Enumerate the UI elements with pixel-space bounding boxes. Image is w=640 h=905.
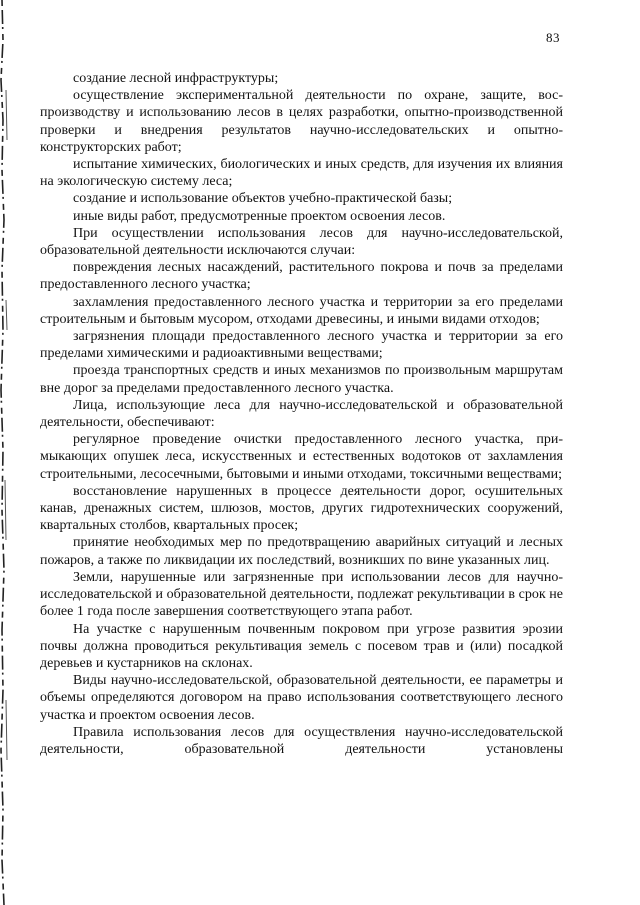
paragraph: создание и использование объектов учебно-практической базы; <box>73 191 453 207</box>
paragraph: На участке с нарушенным почвенным покровом при угрозе развития эрозии почвы должна проводиться рекультивация земель с посевом трав и (или) посадкой деревьев и кустарников на склонах. <box>40 621 563 671</box>
paragraph: иные виды работ, предусмотренные проектом освоения лесов. <box>73 208 446 224</box>
scan-edge-shadow <box>0 0 10 905</box>
paragraph: принятие необходимых мер по предотвращению аварийных ситуаций и лесных пожаров, а также по ликвидации их последствий, возникших по вине указанных лиц. <box>40 535 563 568</box>
paragraph: Земли, нарушенные или загрязненные при использовании лесов для научно-исследовательской и образовательной деятельности, подлежат рекультивации в срок не более 1 года после завершения соответствующего этапа работ. <box>40 569 563 620</box>
paragraph: Лица, использующие леса для научно-исследовательской и образовательной деятельности, обеспечивают: <box>40 397 563 431</box>
paragraph: восстановление нарушенных в процессе деятельности дорог, осушительных канав, дренажных систем, шлюзов, мостов, других гидротехнических сооружений, квартальных столбов, квартальных просек; <box>40 483 563 534</box>
paragraph: Виды научно-исследовательской, образовательной деятельности, ее параметры и объемы определяются договором на право использования соответствующего лесного участка и проектом освоения лесов. <box>40 673 563 723</box>
paragraph: повреждения лесных насаждений, растительного покрова и почв за пределами предоставленного лесного участка; <box>40 260 563 293</box>
paragraph: создание лесной инфраструктуры; <box>73 71 279 86</box>
paragraph: осуществление экспериментальной деятельности по охране, защите, воспроизводству и использованию лесов в целях разработки, опытно-производственной проверки и внедрения результатов научно-исследовательских и опытно-конструкторских работ; <box>40 88 563 155</box>
paragraph: Правила использования лесов для осуществления научно-исследовательской деятельности, образовательной деятельности установлены <box>40 724 563 757</box>
paragraph: При осуществлении использования лесов для научно-исследовательской, образовательной деятельности исключаются случаи: <box>40 225 563 259</box>
document-body <box>40 70 563 758</box>
paragraph: захламления предоставленного лесного участка и территории за его пределами строительным и бытовым мусором, отходами древесины, и иными видами отходов; <box>40 294 563 327</box>
paragraph: испытание химических, биологических и иных средств, для изучения их влияния на экологическую систему леса; <box>40 157 563 190</box>
page-number: 83 <box>546 30 560 45</box>
paragraph: проезда транспортных средств и иных механизмов по произвольным маршрутам вне дорог за пределами предоставленного лесного участка. <box>40 363 563 396</box>
paragraph: загрязнения площади предоставленного лесного участка и территории за его пределами химическими и радиоактивными веществами; <box>40 329 563 362</box>
paragraph: регулярное проведение очистки предоставленного лесного участка, примыкающих опушек леса, искусственных и естественных водотоков от захламления строительными, лесосечными, бытовыми и иными отходами, токсичными веществами; <box>40 432 563 482</box>
